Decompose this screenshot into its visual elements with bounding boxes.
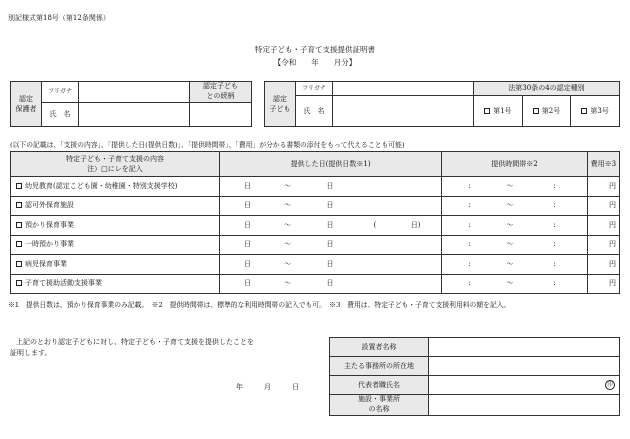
form-id: 別記様式第18号（第12条関係）: [8, 14, 110, 22]
row-label-text: 認可外保育施設: [25, 201, 74, 210]
service-row: [11, 274, 620, 294]
time-end[interactable]: :: [522, 235, 587, 255]
child-furigana-field[interactable]: [333, 82, 474, 96]
guardian-label-1: 認定: [19, 94, 33, 103]
time-tilde: 〜: [497, 216, 522, 236]
fee-field[interactable]: 円: [587, 255, 619, 275]
day-count[interactable]: [390, 255, 442, 275]
day-tilde: 〜: [275, 196, 300, 216]
time-tilde: 〜: [497, 255, 522, 275]
provider-name-field[interactable]: [429, 338, 620, 357]
provider-facility-label: [330, 395, 429, 416]
time-start[interactable]: :: [442, 196, 498, 216]
checkbox-icon[interactable]: [16, 261, 22, 267]
child-furigana-label: フリガナ: [296, 82, 333, 96]
period: 【令和 年 月分】: [273, 58, 357, 67]
guardian-furigana-field[interactable]: [79, 82, 190, 103]
provider-address-label: 主たる事務所の所在地: [330, 357, 429, 376]
time-end[interactable]: :: [522, 196, 587, 216]
guardian-relation-label: [190, 82, 252, 103]
fee-field[interactable]: 円: [587, 216, 619, 236]
cert-type-label-3: 第3号: [590, 106, 609, 115]
checkbox-icon[interactable]: [16, 222, 22, 228]
day-end[interactable]: 日: [300, 196, 360, 216]
checkbox-icon[interactable]: [484, 108, 490, 114]
row-label[interactable]: [11, 255, 220, 275]
row-label-text: 病児保育事業: [25, 259, 67, 268]
provider-name-label: 設置者名称: [330, 338, 429, 357]
header-time: 提供時間帯※2: [442, 152, 588, 177]
day-end[interactable]: 日: [300, 235, 360, 255]
time-start[interactable]: :: [442, 255, 498, 275]
note-top: (以下の記載は、「支援の内容」、「提供した日(提供日数)」、「提供時間帯」、「費用」が分かる書類の添付をもって代えることも可能): [10, 141, 405, 149]
child-name-field[interactable]: [333, 96, 474, 127]
service-table: [10, 151, 620, 294]
row-label[interactable]: [11, 177, 220, 197]
day-count[interactable]: [390, 235, 442, 255]
day-start[interactable]: 日: [220, 177, 276, 197]
header-content-1: 特定子ども・子育て支援の内容: [66, 154, 164, 163]
service-row: [11, 255, 620, 275]
day-count[interactable]: [390, 177, 442, 197]
checkbox-icon[interactable]: [533, 108, 539, 114]
checkbox-icon[interactable]: [16, 280, 22, 286]
row-label[interactable]: [11, 235, 220, 255]
guardian-label: [11, 82, 42, 127]
header-content: [11, 152, 220, 177]
day-count[interactable]: [390, 196, 442, 216]
certify-line-2: 証明します。: [10, 349, 52, 357]
day-count-open: [360, 196, 390, 216]
cert-type-option-2[interactable]: [522, 96, 571, 127]
provider-facility-label-1: 施設・事業所: [358, 395, 400, 404]
day-end[interactable]: 日: [300, 177, 360, 197]
provider-table: [329, 337, 620, 416]
service-row: [11, 216, 620, 236]
seal-icon: 印: [605, 380, 615, 390]
fee-field[interactable]: 円: [587, 177, 619, 197]
guardian-label-2: 保護者: [15, 105, 37, 113]
day-tilde: 〜: [275, 177, 300, 197]
cert-type-header: 法第30条の4の認定種別: [474, 82, 620, 96]
time-start[interactable]: :: [442, 235, 498, 255]
guardian-relation-2: との続柄: [206, 91, 235, 100]
checkbox-icon[interactable]: [16, 241, 22, 247]
fee-field[interactable]: 円: [587, 196, 619, 216]
header-content-2: 注）□にレを記入: [87, 165, 143, 173]
child-label-1: 認定: [273, 94, 287, 103]
row-label[interactable]: [11, 274, 220, 294]
row-label-text: 預かり保育事業: [25, 220, 74, 229]
time-start[interactable]: :: [442, 216, 498, 236]
cert-type-label-2: 第2号: [541, 106, 561, 115]
day-count-open: [360, 177, 390, 197]
time-start[interactable]: :: [442, 177, 498, 197]
time-end[interactable]: :: [522, 274, 587, 294]
certify-line-1: 上記のとおり認定子どもに対し、特定子ども・子育て支援を提供したことを: [16, 338, 254, 346]
day-start[interactable]: 日: [220, 196, 276, 216]
day-count-open: (: [360, 216, 390, 236]
service-row: [11, 196, 620, 216]
service-row: [11, 235, 620, 255]
fee-field[interactable]: 円: [587, 274, 619, 294]
day-start[interactable]: 日: [220, 216, 276, 236]
provider-address-field[interactable]: [429, 357, 620, 376]
day-start[interactable]: 日: [220, 235, 276, 255]
time-end[interactable]: :: [522, 177, 587, 197]
time-tilde: 〜: [497, 274, 522, 294]
guardian-relation-field[interactable]: [190, 102, 252, 126]
row-label[interactable]: [11, 196, 220, 216]
guardian-name-label: 氏 名: [42, 102, 79, 126]
day-start[interactable]: 日: [220, 274, 276, 294]
provider-facility-label-2: の名称: [368, 405, 390, 413]
provider-rep-field[interactable]: [429, 376, 620, 395]
time-start[interactable]: :: [442, 274, 498, 294]
time-end[interactable]: :: [522, 216, 587, 236]
child-table: [264, 81, 620, 127]
guardian-relation-1: 認定子ども: [203, 82, 238, 90]
child-label: [265, 82, 296, 127]
guardian-table: [10, 81, 252, 127]
day-tilde: 〜: [275, 274, 300, 294]
row-label-text: 一時預かり事業: [25, 240, 74, 249]
day-count[interactable]: [390, 274, 442, 294]
day-tilde: 〜: [275, 255, 300, 275]
checkbox-icon[interactable]: [16, 202, 22, 208]
row-label[interactable]: [11, 216, 220, 236]
fee-field[interactable]: 円: [587, 235, 619, 255]
time-tilde: 〜: [497, 235, 522, 255]
time-tilde: 〜: [497, 177, 522, 197]
guardian-furigana-label: フリガナ: [42, 82, 79, 103]
day-tilde: 〜: [275, 235, 300, 255]
guardian-name-field[interactable]: [79, 102, 190, 126]
header-days: 提供した日(提供日数※1): [220, 152, 442, 177]
provider-rep-label: 代表者職氏名: [330, 376, 429, 395]
row-label-text: 幼児教育(認定こども園・幼稚園・特別支援学校): [25, 181, 178, 190]
form-title: 特定子ども・子育て支援提供証明書: [255, 45, 375, 54]
day-end[interactable]: 日: [300, 255, 360, 275]
day-count-open: [360, 274, 390, 294]
cert-type-label-1: 第1号: [493, 106, 512, 115]
time-tilde: 〜: [497, 196, 522, 216]
day-count[interactable]: 日): [390, 216, 442, 236]
provider-facility-field[interactable]: [429, 395, 620, 416]
time-end[interactable]: :: [522, 255, 587, 275]
day-tilde: 〜: [275, 216, 300, 236]
day-count-open: [360, 235, 390, 255]
row-label-text: 子育て援助活動支援事業: [25, 279, 102, 288]
day-end[interactable]: 日: [300, 274, 360, 294]
day-count-open: [360, 255, 390, 275]
service-row: [11, 177, 620, 197]
child-name-label: 氏 名: [296, 96, 333, 127]
day-end[interactable]: 日: [300, 216, 360, 236]
day-start[interactable]: 日: [220, 255, 276, 275]
cert-type-option-3[interactable]: [571, 96, 620, 127]
checkbox-icon[interactable]: [16, 183, 22, 189]
footnote: ※1 提供日数は、預かり保育事業のみ記載。 ※2 提供時間帯は、標準的な利用時間帯の記入でも可。 ※3 費用は、特定子ども・子育て支援利用料の額を記入。: [8, 301, 511, 309]
header-fee: 費用※3: [587, 152, 619, 177]
certify-date[interactable]: 年 月 日: [236, 383, 299, 391]
checkbox-icon[interactable]: [581, 108, 587, 114]
cert-type-option-1[interactable]: [474, 96, 523, 127]
child-label-2: 子ども: [269, 105, 291, 113]
